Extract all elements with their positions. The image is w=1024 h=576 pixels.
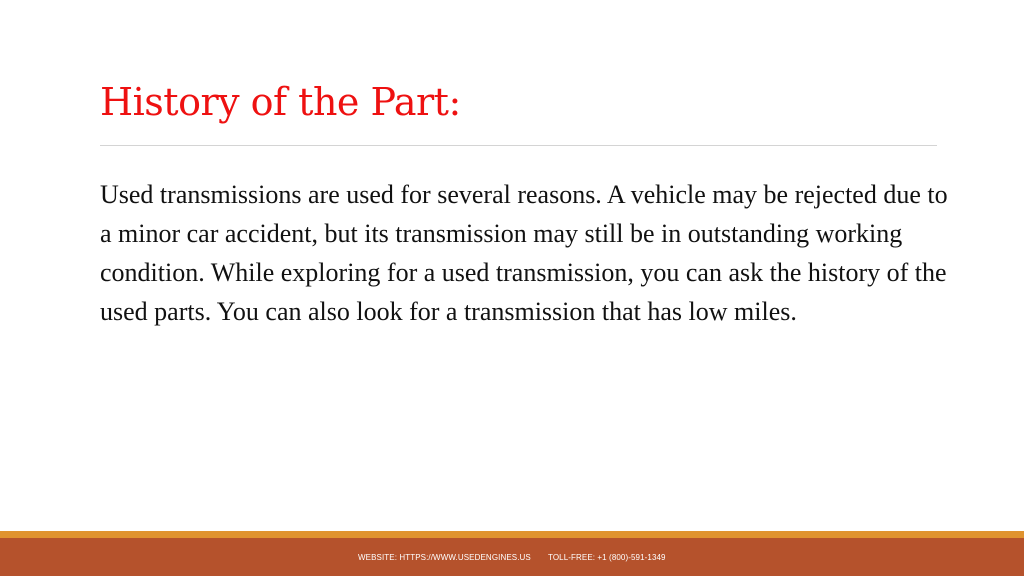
footer-accent-stripe (0, 531, 1024, 538)
body-paragraph: Used transmissions are used for several reasons. A vehicle may be rejected due to a minor car accident, but its transmission may still be in outstanding working condition. While exploring for a used transmission, you can ask the history of the used parts. You can also look for a transmission that has low miles. (100, 180, 948, 326)
title-divider (100, 145, 937, 146)
footer-phone-text: TOLL-FREE: +1 (800)-591-1349 (548, 553, 666, 562)
slide-title: History of the Part: (100, 80, 461, 124)
footer-website-text: WEBSITE: HTTPS://WWW.USEDENGINES.US (358, 553, 531, 562)
